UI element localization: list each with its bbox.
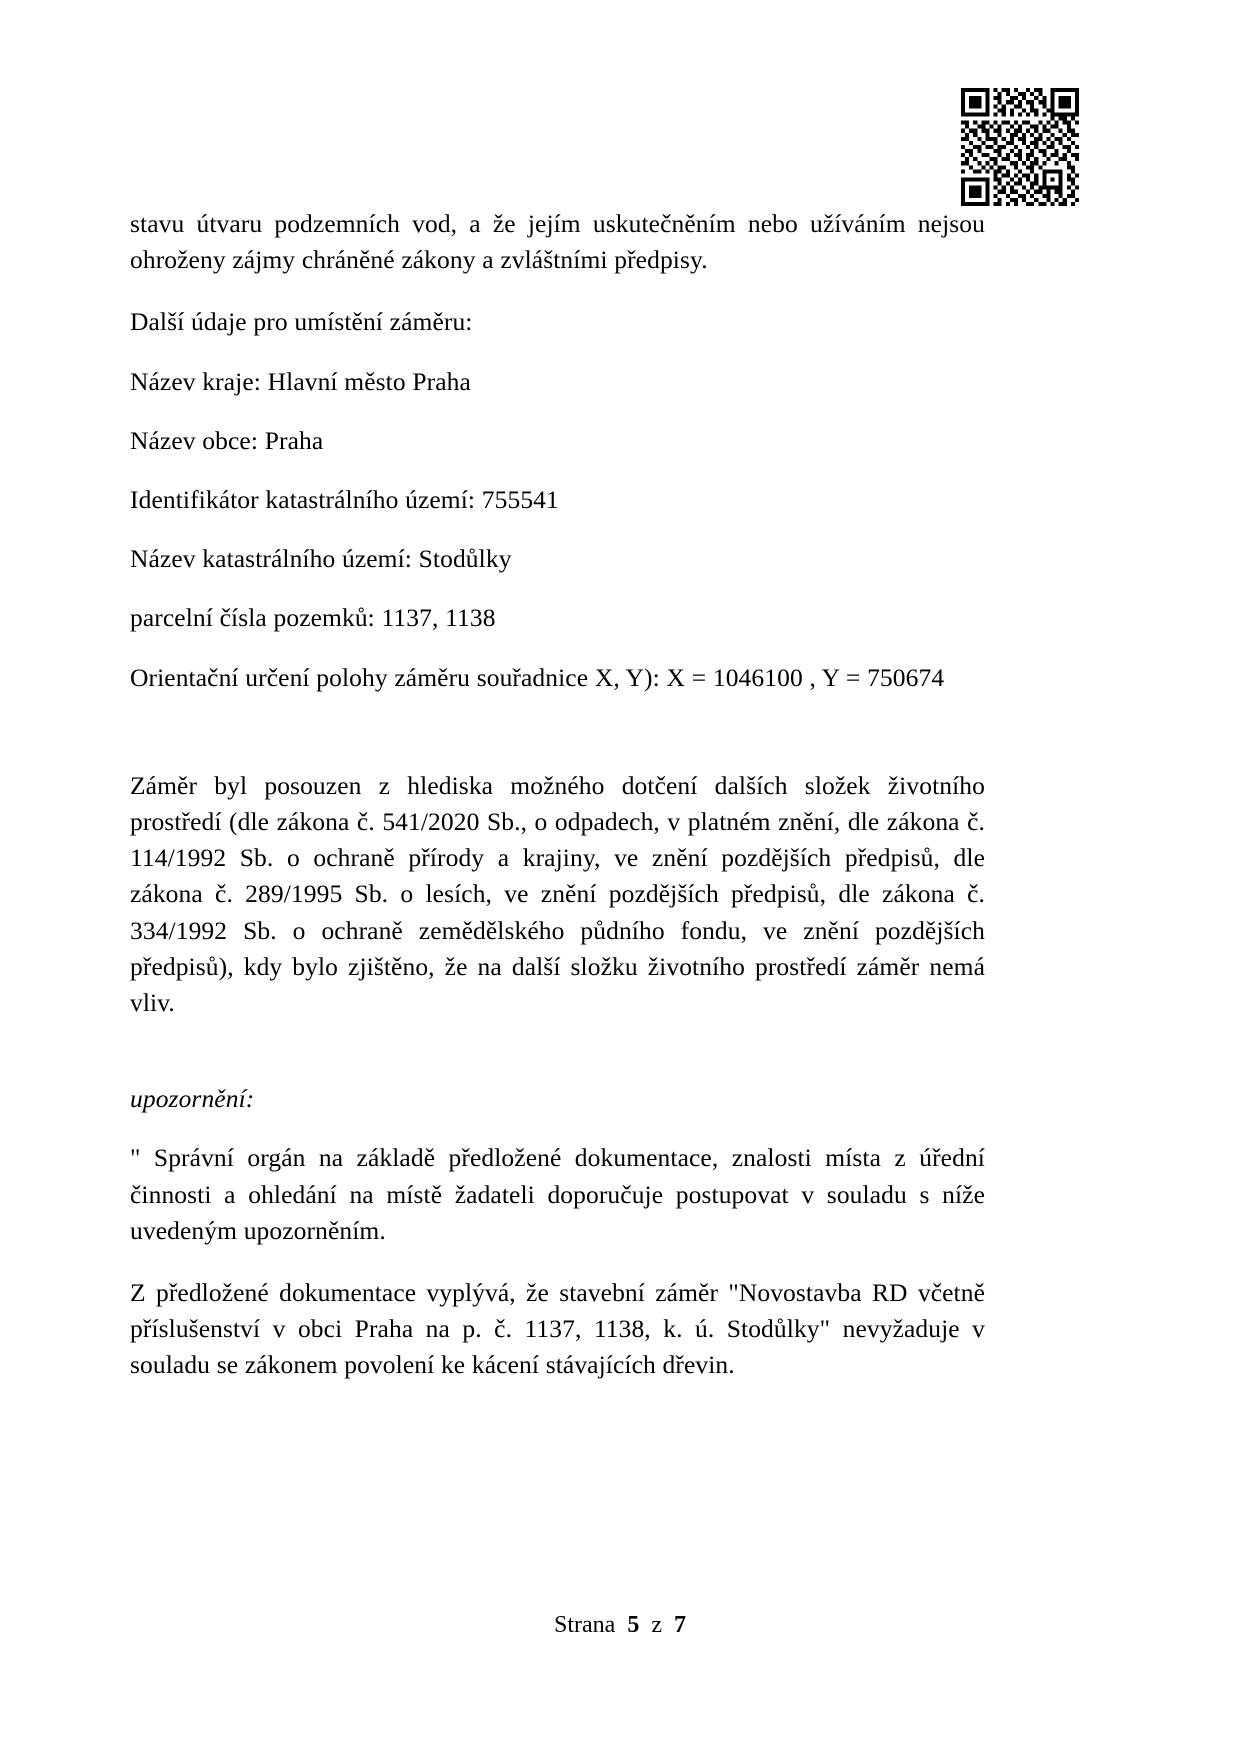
spacer [130, 400, 985, 423]
paragraph-nazev-ku: Název katastrálního území: Stodůlky [130, 544, 512, 574]
spacer [130, 577, 985, 600]
spacer [130, 1249, 985, 1275]
spacer [130, 1117, 985, 1140]
paragraph-souradnice: Orientační určení polohy záměru souřadnice X, Y): X = 1046100 , Y = 750674 [130, 662, 945, 692]
paragraph-nazev-obce: Název obce: Praha [130, 425, 324, 455]
footer-page-total: 7 [673, 1612, 686, 1638]
paragraph-kaceni-drevin: Z předložené dokumentace vyplývá, že stavební záměr "Novostavba RD včetně příslušenství v obci Praha na p. č. 1137, 1138, k. ú. Stodůlky" nevyžaduje v souladu se zákonem povolení ke kácení stávajících dřevin. [130, 1278, 985, 1380]
spacer [130, 518, 985, 541]
qr-code [961, 88, 1079, 206]
page-footer [0, 1612, 1240, 1639]
paragraph-nazev-kraje: Název kraje: Hlavní město Praha [130, 366, 471, 396]
paragraph-dalsi-udaje: Další údaje pro umístění záměru: [130, 307, 473, 337]
paragraph-posouzeni: Záměr byl posouzen z hlediska možného dotčení dalších složek životního prostředí (dle zákona č. 541/2020 Sb., o odpadech, v platném znění, dle zákona č. 114/1992 Sb. o ochraně přírody a krajiny, ve znění pozdějších předpisů, dle zákona č. 289/1995 Sb. o lesích, ve znění pozdějších předpisů, dle zákona č. 334/1992 Sb. o ochraně zemědělského půdního fondu, ve znění pozdějších předpisů), kdy bylo zjištěno, že na další složku životního prostředí záměr nemá vliv. [130, 770, 985, 1018]
spacer [130, 696, 985, 768]
footer-label: Strana [554, 1612, 616, 1638]
paragraph-spravni-organ: " Správní orgán na základě předložené dokumentace, znalosti místa z úřední činnosti a ohledání na místě žadateli doporučuje postupovat v souladu s níže uvedeným upozorněním. [130, 1143, 985, 1245]
footer-separator: z [651, 1612, 662, 1638]
spacer [130, 459, 985, 482]
spacer [130, 278, 985, 304]
paragraph-parcelni-cisla: parcelní čísla pozemků: 1137, 1138 [130, 603, 496, 633]
document-body [130, 206, 985, 1384]
spacer [130, 1021, 985, 1081]
spacer [130, 341, 985, 364]
heading-upozorneni: upozornění: [130, 1084, 255, 1114]
spacer [130, 637, 985, 660]
paragraph-continuation: stavu útvaru podzemních vod, a že jejím uskutečněním nebo užíváním nejsou ohroženy zájmy chráněné zákony a zvláštními předpisy. [130, 209, 985, 275]
footer-page-number: 5 [627, 1612, 640, 1638]
paragraph-identifikator-ku: Identifikátor katastrálního území: 755541 [130, 485, 559, 515]
